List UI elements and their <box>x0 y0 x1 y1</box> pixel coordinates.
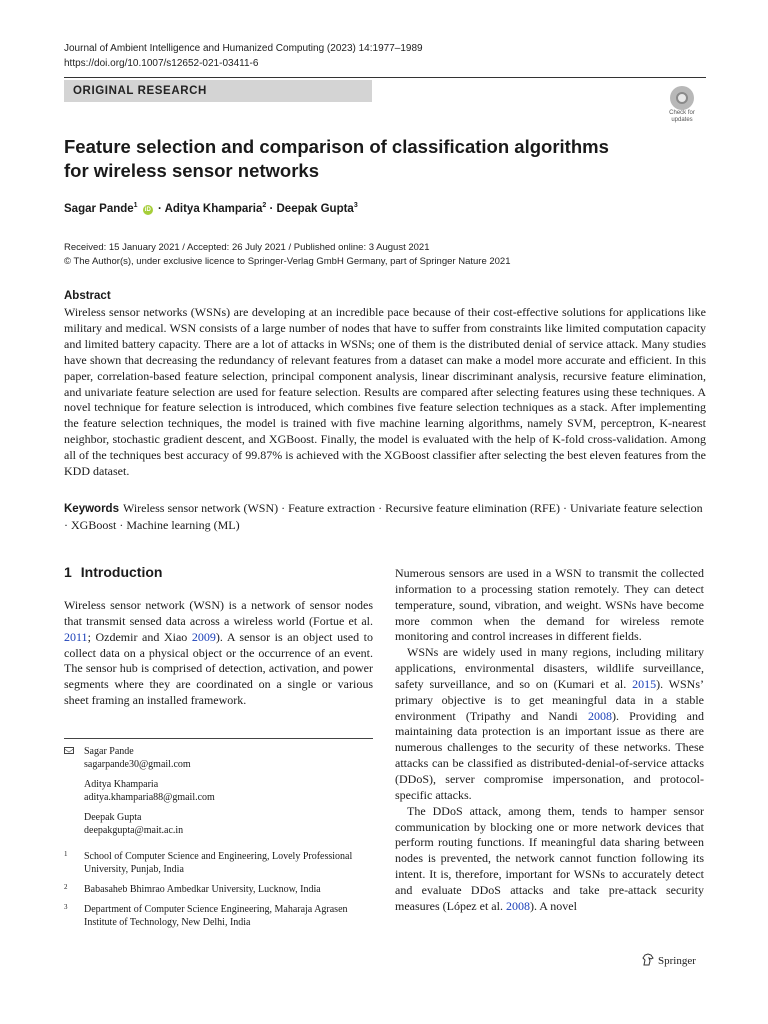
text-run: ). A novel <box>529 898 577 913</box>
citation-link[interactable]: 2008 <box>505 898 530 913</box>
affiliation-number: 2 <box>64 883 68 891</box>
text-run: ). Providing and maintaining data protection is an important issue as there are numerous challenges to the security of these networks. These attacks can be classified as distributed-denial-of-service attacks (DDoS), server compromise impersonation, and protocol-specific attacks. <box>395 708 704 802</box>
paragraph <box>64 598 373 709</box>
author-list <box>64 202 358 215</box>
envelope-icon <box>64 747 74 754</box>
journal-header <box>64 41 423 71</box>
paragraph <box>395 645 704 803</box>
paragraph <box>395 804 704 915</box>
publication-dates <box>64 241 511 269</box>
citation-link[interactable]: 2009 <box>191 629 216 644</box>
author-separator: · <box>266 202 277 215</box>
author-name[interactable]: Sagar Pande <box>64 202 134 215</box>
keywords-block <box>64 501 706 534</box>
text-run: WSNs are widely used in many regions, including military applications, environmental disasters, wildlife surveillance, safety surveillance, and so on (Kumari et al. <box>395 645 704 691</box>
contact-name: Deepak Gupta <box>84 812 142 823</box>
author-name[interactable]: Aditya Khamparia <box>164 202 263 215</box>
affiliation-number: 1 <box>64 850 68 858</box>
check-updates-label-1: Check for <box>669 110 695 116</box>
affiliation-entry <box>64 903 373 929</box>
author-affil-number: 3 <box>353 202 358 209</box>
check-for-updates-badge[interactable] <box>664 86 700 124</box>
affiliations <box>64 850 373 936</box>
section-heading-introduction <box>64 564 162 580</box>
contact-entry <box>84 778 373 804</box>
title-line-1: Feature selection and comparison of classification algorithms <box>64 136 609 157</box>
publisher-logo <box>641 953 696 967</box>
author-separator: · <box>154 202 165 215</box>
title-line-2: for wireless sensor networks <box>64 160 319 181</box>
abstract-text: Wireless sensor networks (WSNs) are developing at an incredible pace because of their cost-effective solutions for applications like military and medical. WSN consists of a large number of nodes that have to suffer from constraints like limited computation capacity and limited battery capacity. There are a lot of attacks in WSNs; one of them is the distributed denial of service attack. Many studies have shown that decreasing the redundancy of relevant features from a dataset can make a model more accurate and efficient. In this paper, correlation-based feature selection, principal component analysis, linear discriminant analysis, recursive feature elimination, and univariate feature selection are used for feature selection. Results are compared after selecting features using these techniques. A novel technique for feature selection is introduced, which combines five feature selection techniques as a stack. After implementing the feature selection techniques, the model is trained with five machine learning algorithms, namely SVM, perceptron, K-nearest neighbor, stochastic gradient descent, and XGBoost. Finally, the model is evaluated with the help of K-fold cross-validation. Among all of the techniques best accuracy of 99.87% is achieved with the XGBoost classifier after selecting the best eleven features from the KDD dataset. <box>64 305 706 479</box>
paragraph: Numerous sensors are used in a WSN to transmit the collected information to a processing station remotely. They can detect temperature, sound, vibration, and weight. WSNs have become more common when the demand for wireless remote monitoring and control increases in different fields. <box>395 566 704 644</box>
keywords-text: Wireless sensor network (WSN) · Feature extraction · Recursive feature elimination (RFE) · Univariate feature selection · XGBoost · Machine learning (ML) <box>64 501 703 532</box>
citation-link[interactable]: 2011 <box>64 629 88 644</box>
section-title: Introduction <box>80 564 163 580</box>
contact-email[interactable]: sagarpande30@gmail.com <box>84 759 191 770</box>
contact-name: Aditya Khamparia <box>84 779 159 790</box>
affiliation-text: School of Computer Science and Engineering, Lovely Professional University, Punjab, India <box>84 851 353 875</box>
journal-citation: Journal of Ambient Intelligence and Humanized Computing (2023) 14:1977–1989 <box>64 43 423 54</box>
contact-entry <box>84 811 373 837</box>
contact-name: Sagar Pande <box>84 746 134 757</box>
dates-line: Received: 15 January 2021 / Accepted: 26 July 2021 / Published online: 3 August 2021 <box>64 242 430 253</box>
doi-link[interactable]: https://doi.org/10.1007/s12652-021-03411-6 <box>64 58 259 69</box>
copyright-line: © The Author(s), under exclusive licence to Springer-Verlag GmbH Germany, part of Springer Nature 2021 <box>64 256 511 267</box>
publisher-name: Springer <box>658 955 696 967</box>
citation-link[interactable]: 2015 <box>632 676 657 691</box>
text-run: ; Ozdemir and Xiao <box>87 629 192 644</box>
springer-horse-icon <box>641 953 655 966</box>
text-run: ). WSNs’ primary objective is to get meaningful data in a stable environment (Tripathy and Nandi <box>395 676 704 723</box>
header-rule <box>64 77 706 78</box>
author-affil-number: 2 <box>262 202 267 209</box>
left-column <box>64 598 373 709</box>
affiliation-text: Babasaheb Bhimrao Ambedkar University, Lucknow, India <box>84 884 321 895</box>
footnote-rule <box>64 738 373 739</box>
abstract-heading: Abstract <box>64 290 111 302</box>
keywords-heading: Keywords <box>64 503 119 515</box>
check-updates-icon <box>670 86 694 110</box>
contact-entry <box>84 745 373 771</box>
article-type-band: ORIGINAL RESEARCH <box>64 80 372 102</box>
citation-link[interactable]: 2008 <box>587 708 612 723</box>
check-updates-label-2: updates <box>671 116 693 123</box>
contact-email[interactable]: aditya.khamparia88@gmail.com <box>84 792 215 803</box>
text-run: Wireless sensor network (WSN) is a network of sensor nodes that transmit sensed data across a wireless world (Fortue et al. <box>64 598 373 628</box>
right-column <box>395 566 704 915</box>
contact-email[interactable]: deepakgupta@mait.ac.in <box>84 825 184 836</box>
text-run: The DDoS attack, among them, tends to hamper sensor communication by blocking one or more network devices that perform routing functions. If meaningful data sharing between nodes is prevented, the network cannot function following its intent. It is, therefore, important for WSNs to accurately detect and evaluate DDoS attacks and take pre-attack security measures (López et al. <box>395 803 704 913</box>
text-run: ). A sensor is an object used to collect data on a physical object or the occurrence of an event. The sensor hub is comprised of detection, activation, and power segments where they are coordinated on a single or various sheet framing an installed framework. <box>64 629 373 708</box>
corresponding-contacts <box>64 745 373 844</box>
affiliation-entry <box>64 850 373 876</box>
section-number: 1 <box>64 564 72 580</box>
author-affil-number: 1 <box>133 202 138 209</box>
author-name[interactable]: Deepak Gupta <box>276 202 354 215</box>
affiliation-number: 3 <box>64 903 68 911</box>
orcid-icon[interactable]: iD <box>144 206 151 213</box>
affiliation-entry <box>64 883 373 896</box>
affiliation-text: Department of Computer Science Engineering, Maharaja Agrasen Institute of Technology, New Delhi, India <box>84 904 348 928</box>
paper-title <box>64 135 624 183</box>
